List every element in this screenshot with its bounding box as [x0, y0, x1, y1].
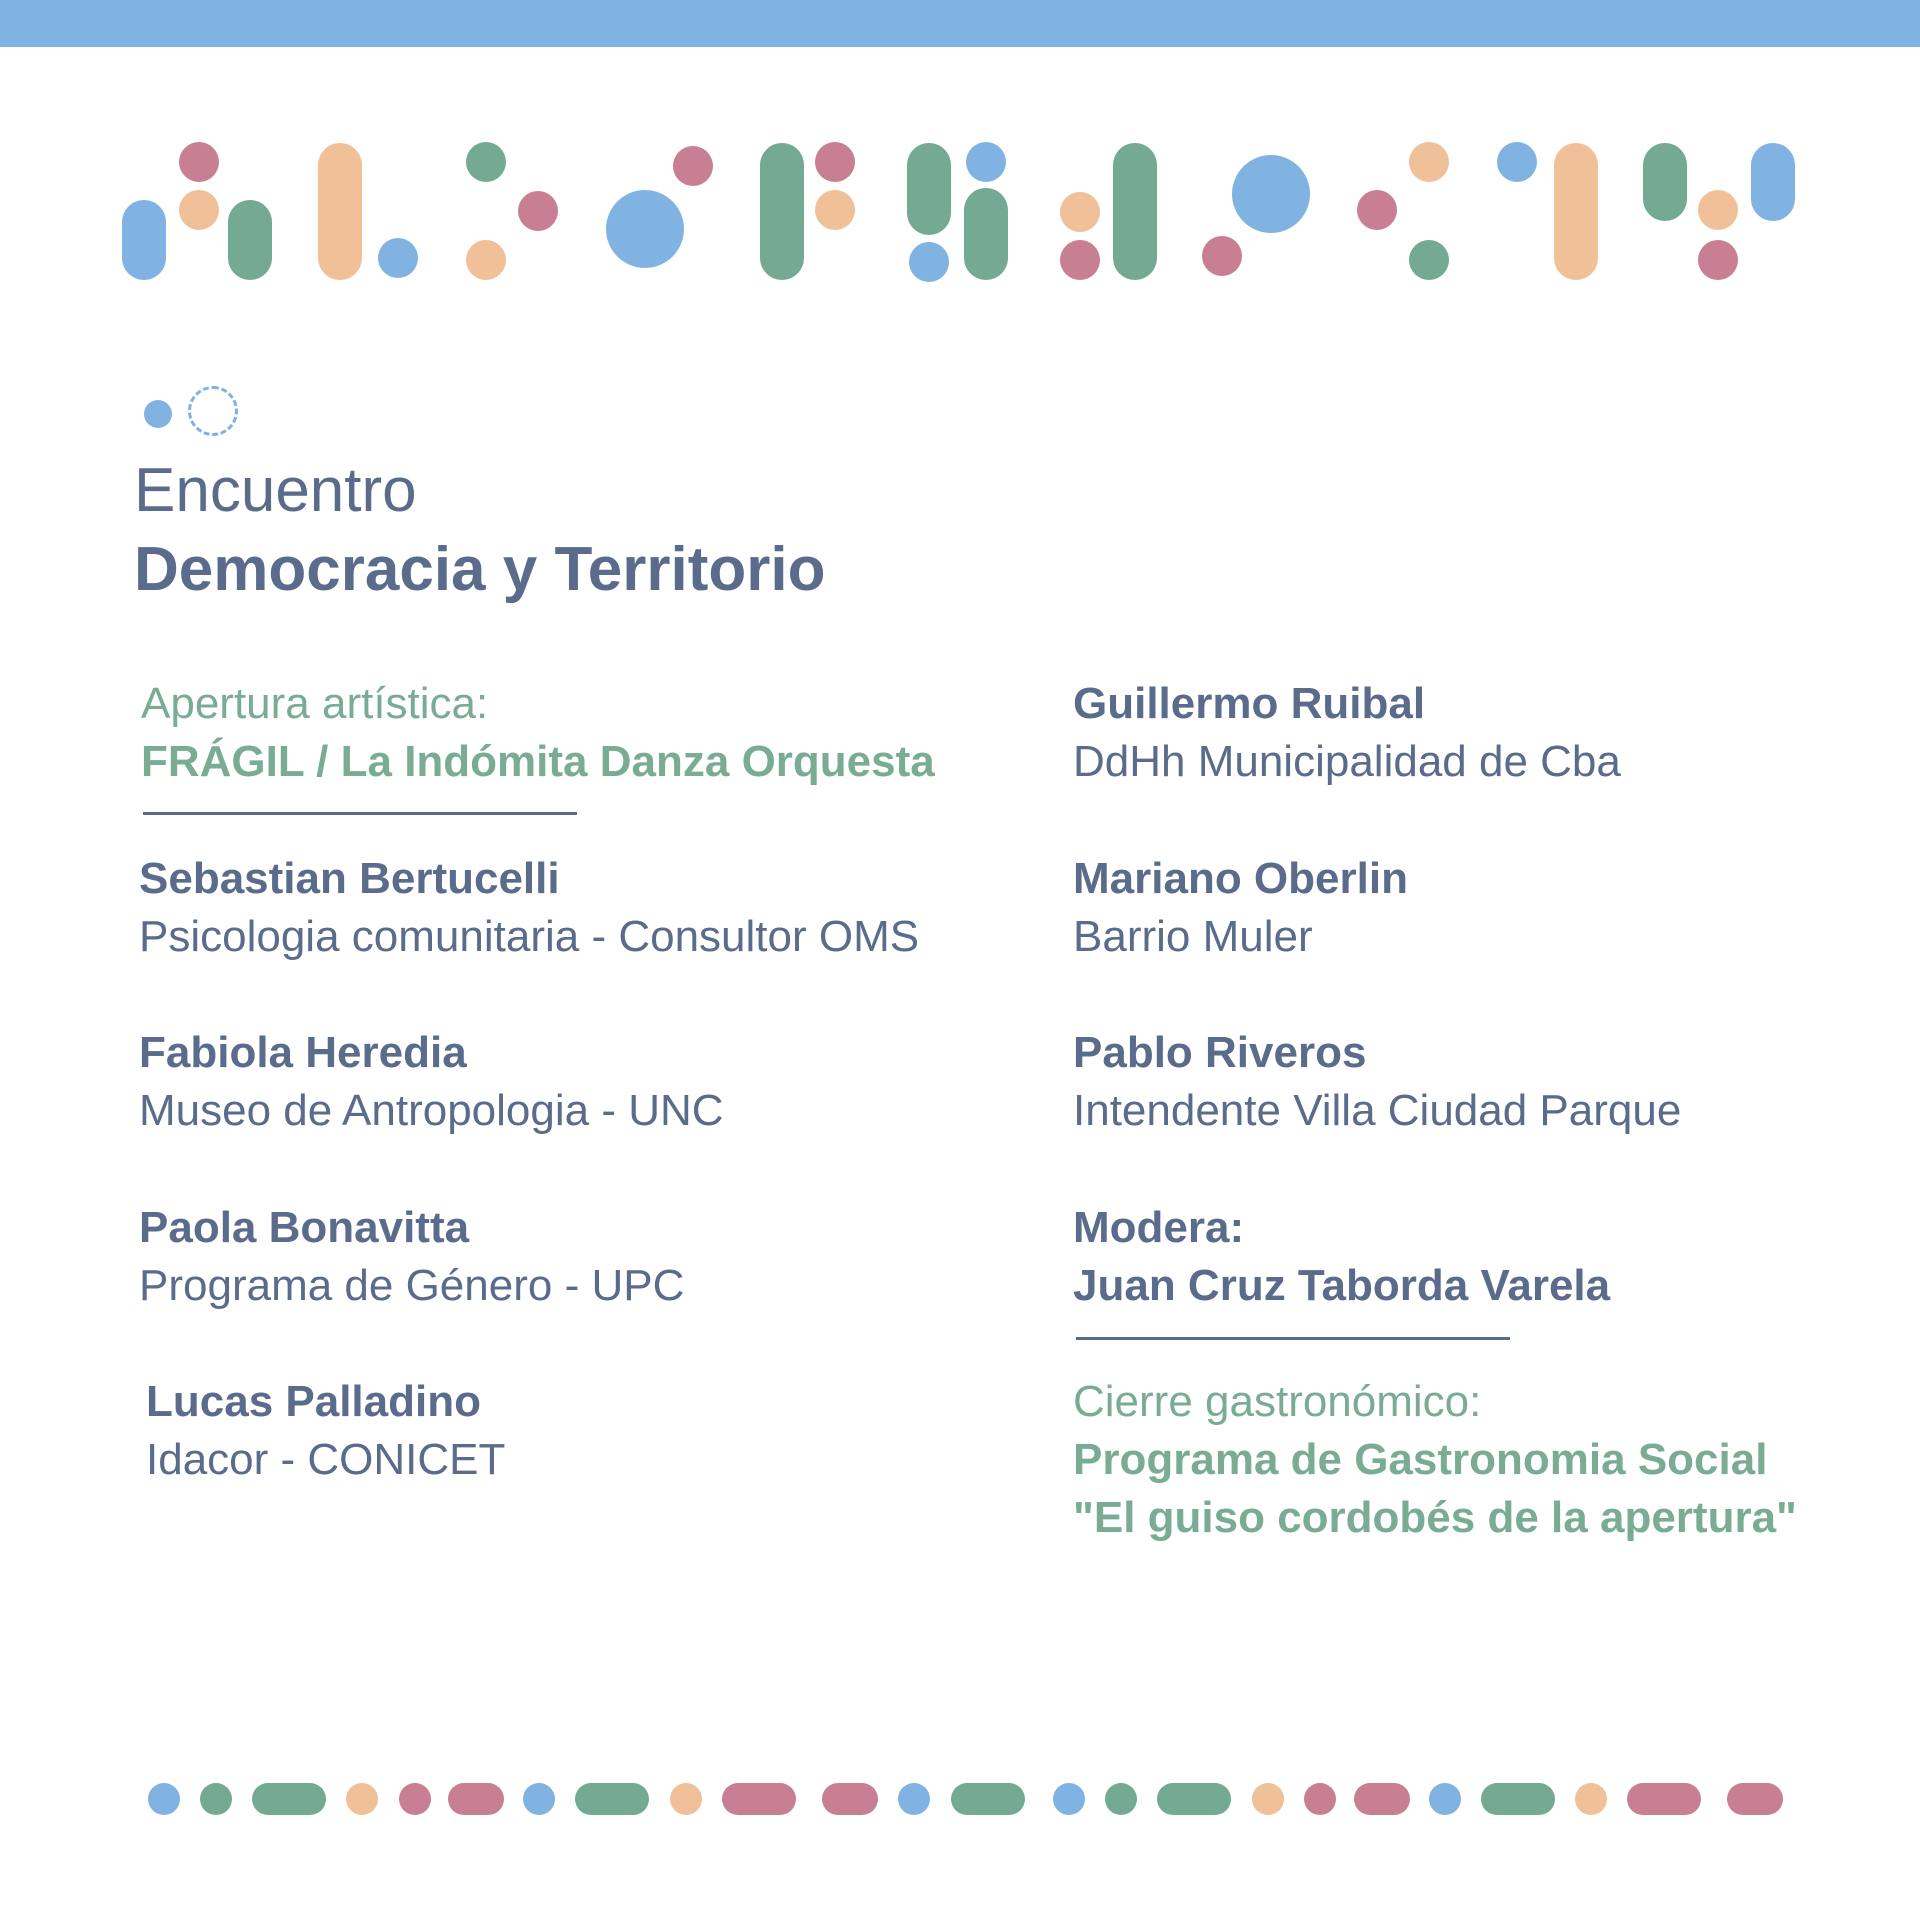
closing-line-1: Programa de Gastronomia Social — [1073, 1435, 1768, 1484]
dot-pink — [1304, 1783, 1336, 1815]
speaker-name: Mariano Oberlin — [1073, 854, 1408, 903]
pill-pink — [1354, 1783, 1410, 1815]
pill-pink — [822, 1783, 878, 1815]
marker-dot-icon — [144, 400, 172, 428]
pill-pink — [1727, 1783, 1783, 1815]
dot-pink — [1357, 190, 1397, 230]
dot-blue — [378, 238, 418, 278]
speaker-role: Intendente Villa Ciudad Parque — [1073, 1086, 1682, 1135]
dot-peach — [346, 1783, 378, 1815]
dot-peach — [815, 190, 855, 230]
pill-green — [951, 1783, 1025, 1815]
pill-blue — [1751, 143, 1795, 221]
divider-right — [1076, 1337, 1510, 1340]
pill-pink — [1627, 1783, 1701, 1815]
pill-green — [760, 143, 804, 280]
moderator-label: Modera: — [1073, 1203, 1245, 1252]
speaker-role: Idacor - CONICET — [146, 1435, 506, 1484]
dot-blue — [148, 1783, 180, 1815]
dot-peach — [1060, 192, 1100, 232]
dot-pink — [1060, 240, 1100, 280]
closing-block — [1073, 1373, 1797, 1547]
marker-dashed-circle-icon — [188, 386, 238, 436]
dot-blue — [1497, 142, 1537, 182]
dot-green — [1409, 240, 1449, 280]
dot-pink — [815, 142, 855, 182]
opening-block — [141, 675, 935, 791]
pill-green — [964, 188, 1008, 280]
pill-peach — [318, 143, 362, 280]
footer-decoration — [0, 1760, 1920, 1840]
pill-pink — [722, 1783, 796, 1815]
dot-pink — [518, 191, 558, 231]
dot-pink — [1202, 236, 1242, 276]
moderator-block — [1073, 1199, 1610, 1315]
dot-blue — [966, 142, 1006, 182]
speaker-name: Lucas Palladino — [146, 1377, 481, 1426]
dot-green — [466, 142, 506, 182]
speaker-role: Barrio Muler — [1073, 912, 1313, 961]
speaker-block — [139, 850, 919, 966]
speaker-name: Pablo Riveros — [1073, 1028, 1367, 1077]
dot-peach — [179, 190, 219, 230]
dot-pink — [399, 1783, 431, 1815]
speaker-block — [1073, 1024, 1681, 1140]
pill-green — [1643, 143, 1687, 221]
pill-blue — [122, 200, 166, 280]
dot-peach — [1252, 1783, 1284, 1815]
pill-pink — [448, 1783, 504, 1815]
speaker-name: Guillermo Ruibal — [1073, 679, 1426, 728]
opening-label: Apertura artística: — [141, 679, 489, 728]
speaker-name: Fabiola Heredia — [139, 1028, 467, 1077]
dot-blue — [1429, 1783, 1461, 1815]
dot-peach — [1409, 142, 1449, 182]
speaker-block — [1073, 675, 1621, 791]
header-decoration — [0, 0, 1920, 320]
pill-green — [575, 1783, 649, 1815]
pill-green — [1481, 1783, 1555, 1815]
dot-green — [1105, 1783, 1137, 1815]
speaker-block — [1073, 850, 1408, 966]
dot-blue — [909, 242, 949, 282]
speaker-role: Programa de Género - UPC — [139, 1261, 685, 1310]
title-line-2: Democracia y Territorio — [134, 535, 826, 604]
dot-peach — [1698, 190, 1738, 230]
title-line-1: Encuentro — [134, 456, 417, 525]
pill-green — [228, 200, 272, 280]
big-dot-blue — [1232, 155, 1310, 233]
dot-blue — [898, 1783, 930, 1815]
pill-peach — [1554, 143, 1598, 280]
speaker-role: DdHh Municipalidad de Cba — [1073, 737, 1621, 786]
moderator-name: Juan Cruz Taborda Varela — [1073, 1261, 1611, 1310]
dot-blue — [523, 1783, 555, 1815]
dot-peach — [1575, 1783, 1607, 1815]
speaker-block — [139, 1024, 724, 1140]
dot-pink — [179, 142, 219, 182]
dot-peach — [466, 240, 506, 280]
pill-green — [907, 143, 951, 235]
opening-name: FRÁGIL / La Indómita Danza Orquesta — [141, 737, 935, 786]
big-dot-blue — [606, 190, 684, 268]
speaker-block — [146, 1373, 505, 1489]
speaker-name: Sebastian Bertucelli — [139, 854, 560, 903]
divider-left — [143, 812, 577, 815]
speaker-role: Museo de Antropologia - UNC — [139, 1086, 724, 1135]
speaker-name: Paola Bonavitta — [139, 1203, 470, 1252]
pill-green — [252, 1783, 326, 1815]
speaker-role: Psicologia comunitaria - Consultor OMS — [139, 912, 920, 961]
dot-peach — [670, 1783, 702, 1815]
pill-green — [1113, 143, 1157, 280]
closing-label: Cierre gastronómico: — [1073, 1377, 1482, 1426]
dot-pink — [673, 146, 713, 186]
closing-line-2: "El guiso cordobés de la apertura" — [1073, 1493, 1797, 1542]
dot-pink — [1698, 240, 1738, 280]
pill-green — [1157, 1783, 1231, 1815]
dot-green — [200, 1783, 232, 1815]
speaker-block — [139, 1199, 684, 1315]
dot-blue — [1053, 1783, 1085, 1815]
